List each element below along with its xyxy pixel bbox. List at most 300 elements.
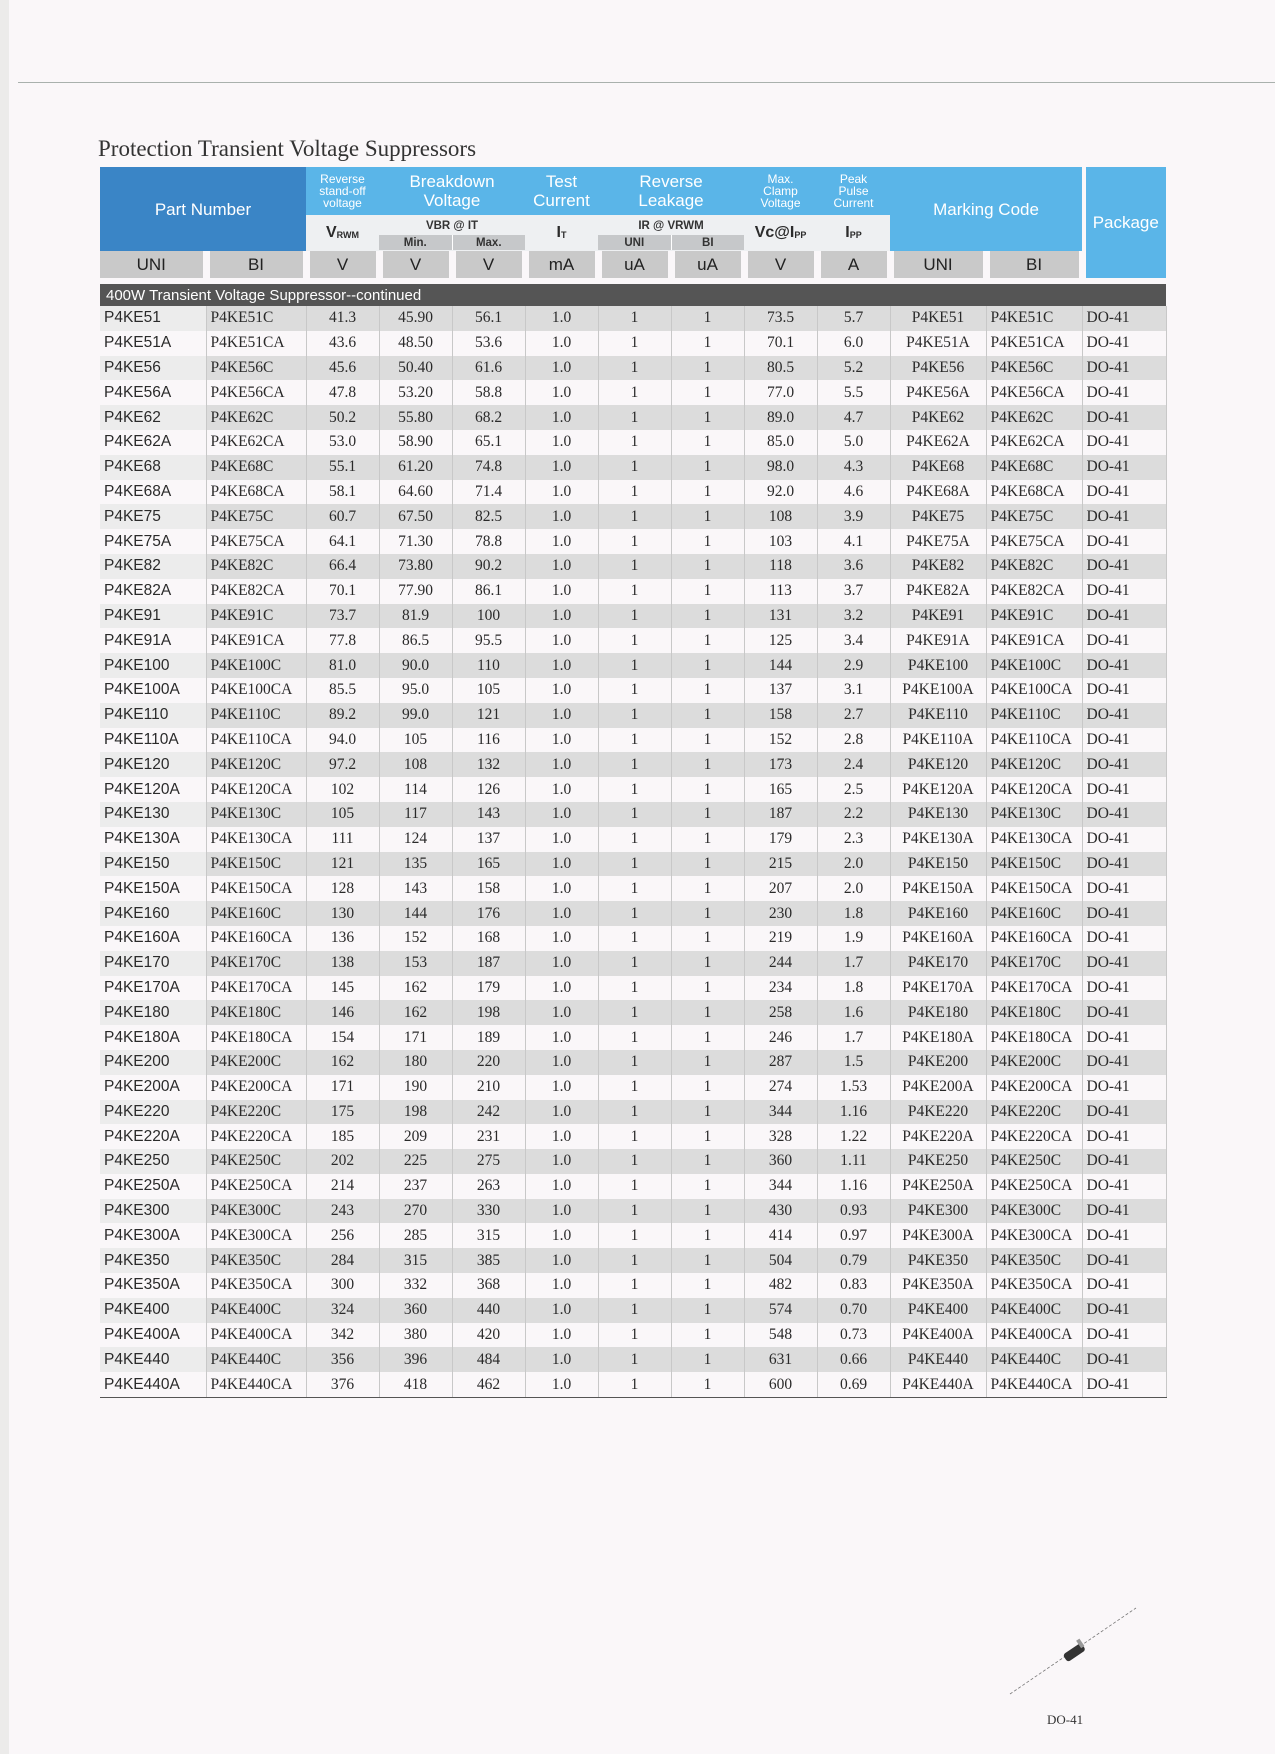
table-cell: 187 bbox=[452, 951, 525, 976]
table-cell: P4KE350A bbox=[890, 1273, 986, 1298]
table-cell: 100 bbox=[452, 604, 525, 629]
table-cell: 1.16 bbox=[817, 1100, 890, 1125]
table-cell: DO-41 bbox=[1082, 1174, 1166, 1199]
table-cell: P4KE100C bbox=[206, 653, 306, 678]
table-cell: DO-41 bbox=[1082, 1199, 1166, 1224]
top-rule-divider bbox=[18, 82, 1275, 83]
table-cell: 1.0 bbox=[525, 430, 598, 455]
table-cell: 1 bbox=[671, 1298, 744, 1323]
table-cell: 1.0 bbox=[525, 1050, 598, 1075]
table-cell: 256 bbox=[306, 1223, 379, 1248]
unit-cell: mA bbox=[525, 251, 598, 278]
table-cell: 243 bbox=[306, 1199, 379, 1224]
table-cell: DO-41 bbox=[1082, 852, 1166, 877]
table-cell: 1.0 bbox=[525, 1149, 598, 1174]
table-cell: P4KE110C bbox=[986, 703, 1082, 728]
table-cell: 4.6 bbox=[817, 480, 890, 505]
table-cell: 198 bbox=[452, 1000, 525, 1025]
table-cell: 1.0 bbox=[525, 306, 598, 331]
table-cell: DO-41 bbox=[1082, 678, 1166, 703]
package-caption: DO-41 bbox=[1047, 1712, 1084, 1727]
table-cell: 61.6 bbox=[452, 356, 525, 381]
table-cell: 105 bbox=[452, 678, 525, 703]
table-cell: 80.5 bbox=[744, 356, 817, 381]
table-cell: P4KE110A bbox=[890, 728, 986, 753]
table-cell: P4KE75 bbox=[890, 504, 986, 529]
table-cell: 1 bbox=[598, 777, 671, 802]
table-row bbox=[100, 752, 1166, 777]
table-cell: 6.0 bbox=[817, 331, 890, 356]
table-cell: P4KE75C bbox=[206, 504, 306, 529]
table-cell: 89.2 bbox=[306, 703, 379, 728]
table-cell: P4KE100CA bbox=[206, 678, 306, 703]
table-cell: 90.2 bbox=[452, 554, 525, 579]
table-cell: P4KE75CA bbox=[986, 529, 1082, 554]
table-cell: 385 bbox=[452, 1248, 525, 1273]
table-cell: 130 bbox=[306, 901, 379, 926]
table-cell: 179 bbox=[744, 827, 817, 852]
table-cell: 95.0 bbox=[379, 678, 452, 703]
header-ir-uni: UNI bbox=[598, 235, 672, 250]
table-cell: 1 bbox=[671, 678, 744, 703]
table-cell: 1 bbox=[671, 1199, 744, 1224]
table-cell: P4KE200C bbox=[206, 1050, 306, 1075]
table-cell: P4KE160C bbox=[206, 901, 306, 926]
table-cell: 1 bbox=[671, 951, 744, 976]
table-cell: 78.8 bbox=[452, 529, 525, 554]
table-cell: 187 bbox=[744, 802, 817, 827]
table-cell: 1.0 bbox=[525, 728, 598, 753]
table-cell: DO-41 bbox=[1082, 1075, 1166, 1100]
table-cell: 180 bbox=[379, 1050, 452, 1075]
table-cell: P4KE56 bbox=[890, 356, 986, 381]
table-cell: 1.0 bbox=[525, 951, 598, 976]
table-cell: 1 bbox=[671, 331, 744, 356]
table-row bbox=[100, 1372, 1166, 1397]
table-cell: 1 bbox=[598, 1124, 671, 1149]
table-cell: 5.2 bbox=[817, 356, 890, 381]
table-cell: 207 bbox=[744, 876, 817, 901]
table-cell: 3.9 bbox=[817, 504, 890, 529]
table-cell: DO-41 bbox=[1082, 504, 1166, 529]
table-cell: 1.0 bbox=[525, 1124, 598, 1149]
table-cell: DO-41 bbox=[1082, 951, 1166, 976]
table-cell: P4KE180CA bbox=[206, 1025, 306, 1050]
header-max: Max. bbox=[453, 235, 526, 250]
table-cell: 1.9 bbox=[817, 926, 890, 951]
table-cell: P4KE68CA bbox=[206, 480, 306, 505]
table-cell: 41.3 bbox=[306, 306, 379, 331]
table-cell: 152 bbox=[379, 926, 452, 951]
table-cell: 214 bbox=[306, 1174, 379, 1199]
table-cell: 2.3 bbox=[817, 827, 890, 852]
table-cell: 1.0 bbox=[525, 1372, 598, 1397]
table-cell: 287 bbox=[744, 1050, 817, 1075]
table-cell: 1 bbox=[671, 1100, 744, 1125]
table-cell: 2.2 bbox=[817, 802, 890, 827]
table-cell: P4KE300 bbox=[100, 1199, 206, 1224]
table-cell: 1 bbox=[671, 529, 744, 554]
table-cell: 92.0 bbox=[744, 480, 817, 505]
table-row bbox=[100, 1323, 1166, 1348]
table-cell: P4KE120 bbox=[100, 752, 206, 777]
table-cell: 85.0 bbox=[744, 430, 817, 455]
table-cell: 64.1 bbox=[306, 529, 379, 554]
table-cell: 1.0 bbox=[525, 455, 598, 480]
table-cell: P4KE300 bbox=[890, 1199, 986, 1224]
table-cell: P4KE150A bbox=[890, 876, 986, 901]
table-cell: 1.0 bbox=[525, 827, 598, 852]
table-cell: 5.7 bbox=[817, 306, 890, 331]
table-cell: 1.0 bbox=[525, 1273, 598, 1298]
table-cell: 332 bbox=[379, 1273, 452, 1298]
table-cell: 137 bbox=[452, 827, 525, 852]
table-cell: P4KE110C bbox=[206, 703, 306, 728]
table-cell: 380 bbox=[379, 1323, 452, 1348]
table-cell: 82.5 bbox=[452, 504, 525, 529]
table-cell: 102 bbox=[306, 777, 379, 802]
table-cell: 1 bbox=[598, 852, 671, 877]
table-cell: 1.0 bbox=[525, 331, 598, 356]
table-cell: 121 bbox=[306, 852, 379, 877]
table-cell: 1.0 bbox=[525, 380, 598, 405]
table-row bbox=[100, 951, 1166, 976]
table-cell: 1 bbox=[671, 976, 744, 1001]
table-cell: P4KE220CA bbox=[986, 1124, 1082, 1149]
table-cell: 1.0 bbox=[525, 653, 598, 678]
table-row bbox=[100, 405, 1166, 430]
table-cell: 111 bbox=[306, 827, 379, 852]
table-cell: 175 bbox=[306, 1100, 379, 1125]
unit-cell: BI bbox=[206, 251, 306, 278]
table-cell: 1 bbox=[598, 876, 671, 901]
table-cell: 135 bbox=[379, 852, 452, 877]
table-cell: P4KE350CA bbox=[986, 1273, 1082, 1298]
table-cell: 258 bbox=[744, 1000, 817, 1025]
table-cell: 1 bbox=[598, 1100, 671, 1125]
table-cell: P4KE68C bbox=[986, 455, 1082, 480]
table-cell: 85.5 bbox=[306, 678, 379, 703]
table-cell: DO-41 bbox=[1082, 1323, 1166, 1348]
table-cell: 1.0 bbox=[525, 1347, 598, 1372]
table-cell: 89.0 bbox=[744, 405, 817, 430]
table-cell: 58.1 bbox=[306, 480, 379, 505]
table-cell: 124 bbox=[379, 827, 452, 852]
table-cell: 110 bbox=[452, 653, 525, 678]
table-cell: 1 bbox=[671, 703, 744, 728]
table-cell: DO-41 bbox=[1082, 827, 1166, 852]
table-cell: P4KE160CA bbox=[986, 926, 1082, 951]
table-row bbox=[100, 728, 1166, 753]
table-cell: 1 bbox=[598, 1323, 671, 1348]
table-cell: 126 bbox=[452, 777, 525, 802]
table-row bbox=[100, 430, 1166, 455]
table-cell: 53.6 bbox=[452, 331, 525, 356]
table-cell: DO-41 bbox=[1082, 405, 1166, 430]
table-cell: P4KE130A bbox=[100, 827, 206, 852]
table-cell: 1 bbox=[671, 554, 744, 579]
table-cell: DO-41 bbox=[1082, 752, 1166, 777]
table-cell: 0.73 bbox=[817, 1323, 890, 1348]
table-cell: 190 bbox=[379, 1075, 452, 1100]
table-row bbox=[100, 876, 1166, 901]
table-cell: 1.0 bbox=[525, 802, 598, 827]
table-cell: 1 bbox=[598, 1273, 671, 1298]
table-cell: P4KE62C bbox=[986, 405, 1082, 430]
table-cell: DO-41 bbox=[1082, 430, 1166, 455]
table-cell: DO-41 bbox=[1082, 1273, 1166, 1298]
table-cell: P4KE91 bbox=[890, 604, 986, 629]
table-cell: P4KE300CA bbox=[206, 1223, 306, 1248]
table-cell: 71.4 bbox=[452, 480, 525, 505]
table-cell: 55.80 bbox=[379, 405, 452, 430]
table-cell: P4KE180C bbox=[206, 1000, 306, 1025]
table-cell: 344 bbox=[744, 1100, 817, 1125]
table-cell: 143 bbox=[452, 802, 525, 827]
table-cell: DO-41 bbox=[1082, 901, 1166, 926]
table-cell: P4KE82A bbox=[100, 579, 206, 604]
table-cell: 1.0 bbox=[525, 529, 598, 554]
table-cell: 144 bbox=[744, 653, 817, 678]
table-cell: P4KE62 bbox=[890, 405, 986, 430]
table-cell: P4KE200A bbox=[890, 1075, 986, 1100]
table-cell: 396 bbox=[379, 1347, 452, 1372]
table-row bbox=[100, 529, 1166, 554]
table-cell: P4KE220CA bbox=[206, 1124, 306, 1149]
table-cell: DO-41 bbox=[1082, 1025, 1166, 1050]
table-cell: P4KE250C bbox=[206, 1149, 306, 1174]
table-cell: P4KE180A bbox=[890, 1025, 986, 1050]
table-cell: 1 bbox=[598, 752, 671, 777]
table-cell: 1.0 bbox=[525, 678, 598, 703]
table-row bbox=[100, 579, 1166, 604]
table-cell: 73.80 bbox=[379, 554, 452, 579]
table-cell: 1.0 bbox=[525, 1248, 598, 1273]
table-cell: 1.0 bbox=[525, 1025, 598, 1050]
table-cell: P4KE120A bbox=[890, 777, 986, 802]
table-row bbox=[100, 1075, 1166, 1100]
section-row bbox=[100, 284, 1166, 306]
table-cell: 1 bbox=[598, 653, 671, 678]
header-ipp-symbol: IPP bbox=[817, 215, 890, 251]
table-cell: 0.70 bbox=[817, 1298, 890, 1323]
table-cell: 1 bbox=[671, 1124, 744, 1149]
unit-cell: BI bbox=[986, 251, 1082, 278]
table-cell: 1 bbox=[671, 604, 744, 629]
table-cell: P4KE68A bbox=[890, 480, 986, 505]
table-cell: 50.2 bbox=[306, 405, 379, 430]
table-cell: 128 bbox=[306, 876, 379, 901]
table-cell: P4KE440A bbox=[100, 1372, 206, 1397]
unit-cell: uA bbox=[598, 251, 671, 278]
table-cell: DO-41 bbox=[1082, 728, 1166, 753]
table-cell: 103 bbox=[744, 529, 817, 554]
table-row bbox=[100, 1000, 1166, 1025]
header-package: Package bbox=[1082, 167, 1166, 278]
table-cell: 215 bbox=[744, 852, 817, 877]
table-cell: P4KE160 bbox=[890, 901, 986, 926]
table-cell: 55.1 bbox=[306, 455, 379, 480]
table-cell: 0.93 bbox=[817, 1199, 890, 1224]
table-cell: 153 bbox=[379, 951, 452, 976]
table-cell: P4KE170 bbox=[890, 951, 986, 976]
table-cell: DO-41 bbox=[1082, 1149, 1166, 1174]
table-cell: P4KE130A bbox=[890, 827, 986, 852]
table-cell: P4KE440C bbox=[206, 1347, 306, 1372]
table-cell: P4KE68CA bbox=[986, 480, 1082, 505]
table-cell: P4KE170C bbox=[986, 951, 1082, 976]
header-reverse-standoff: Reverse stand-off voltage bbox=[306, 167, 379, 215]
table-cell: P4KE110CA bbox=[986, 728, 1082, 753]
table-cell: 58.8 bbox=[452, 380, 525, 405]
table-cell: 121 bbox=[452, 703, 525, 728]
table-cell: 132 bbox=[452, 752, 525, 777]
table-cell: 3.2 bbox=[817, 604, 890, 629]
table-cell: DO-41 bbox=[1082, 703, 1166, 728]
table-cell: P4KE350C bbox=[986, 1248, 1082, 1273]
table-cell: 1 bbox=[598, 1000, 671, 1025]
table-cell: 1.0 bbox=[525, 1174, 598, 1199]
table-cell: 202 bbox=[306, 1149, 379, 1174]
table-cell: DO-41 bbox=[1082, 1100, 1166, 1125]
table-cell: P4KE170A bbox=[100, 976, 206, 1001]
header-vc-symbol: Vc@IPP bbox=[744, 215, 817, 251]
table-cell: DO-41 bbox=[1082, 480, 1166, 505]
table-row bbox=[100, 480, 1166, 505]
table-cell: 1 bbox=[598, 1149, 671, 1174]
table-cell: 234 bbox=[744, 976, 817, 1001]
table-cell: P4KE440C bbox=[986, 1347, 1082, 1372]
table-cell: P4KE300C bbox=[206, 1199, 306, 1224]
table-cell: 1 bbox=[671, 504, 744, 529]
table-cell: 4.7 bbox=[817, 405, 890, 430]
table-cell: 1 bbox=[598, 380, 671, 405]
table-cell: P4KE150 bbox=[100, 852, 206, 877]
table-cell: 275 bbox=[452, 1149, 525, 1174]
table-cell: 162 bbox=[379, 1000, 452, 1025]
table-cell: DO-41 bbox=[1082, 604, 1166, 629]
table-cell: 53.0 bbox=[306, 430, 379, 455]
table-cell: 50.40 bbox=[379, 356, 452, 381]
unit-cell: uA bbox=[671, 251, 744, 278]
table-cell: 1.0 bbox=[525, 604, 598, 629]
table-cell: P4KE56A bbox=[100, 380, 206, 405]
table-cell: 1.0 bbox=[525, 1000, 598, 1025]
table-cell: P4KE56A bbox=[890, 380, 986, 405]
table-cell: P4KE150 bbox=[890, 852, 986, 877]
table-cell: 1 bbox=[598, 1347, 671, 1372]
table-row bbox=[100, 1273, 1166, 1298]
table-cell: 1 bbox=[598, 356, 671, 381]
table-row bbox=[100, 1199, 1166, 1224]
table-cell: DO-41 bbox=[1082, 628, 1166, 653]
table-cell: P4KE250A bbox=[890, 1174, 986, 1199]
table-cell: P4KE110 bbox=[890, 703, 986, 728]
table-cell: P4KE150C bbox=[986, 852, 1082, 877]
table-cell: 1 bbox=[671, 653, 744, 678]
header-test-current: Test Current bbox=[525, 167, 598, 215]
table-row bbox=[100, 604, 1166, 629]
table-cell: 300 bbox=[306, 1273, 379, 1298]
table-cell: 3.6 bbox=[817, 554, 890, 579]
table-cell: 1 bbox=[671, 405, 744, 430]
table-cell: DO-41 bbox=[1082, 1372, 1166, 1397]
table-cell: 1 bbox=[671, 1149, 744, 1174]
table-cell: P4KE51CA bbox=[986, 331, 1082, 356]
table-cell: 73.7 bbox=[306, 604, 379, 629]
table-row bbox=[100, 976, 1166, 1001]
header-vrwm-symbol: VRWM bbox=[306, 215, 379, 251]
table-cell: P4KE82CA bbox=[986, 579, 1082, 604]
table-cell: P4KE150A bbox=[100, 876, 206, 901]
table-cell: DO-41 bbox=[1082, 529, 1166, 554]
table-body bbox=[100, 278, 1166, 1398]
table-cell: 1 bbox=[671, 802, 744, 827]
table-cell: P4KE120CA bbox=[986, 777, 1082, 802]
table-cell: P4KE82 bbox=[890, 554, 986, 579]
table-cell: DO-41 bbox=[1082, 380, 1166, 405]
table-cell: 1.0 bbox=[525, 1323, 598, 1348]
table-cell: P4KE120C bbox=[206, 752, 306, 777]
table-cell: P4KE110A bbox=[100, 728, 206, 753]
table-cell: 1 bbox=[598, 802, 671, 827]
table-cell: P4KE200CA bbox=[206, 1075, 306, 1100]
table-cell: P4KE130C bbox=[206, 802, 306, 827]
table-cell: 60.7 bbox=[306, 504, 379, 529]
table-cell: P4KE56C bbox=[206, 356, 306, 381]
table-cell: 356 bbox=[306, 1347, 379, 1372]
table-cell: 171 bbox=[379, 1025, 452, 1050]
table-cell: 173 bbox=[744, 752, 817, 777]
table-row bbox=[100, 1050, 1166, 1075]
table-cell: DO-41 bbox=[1082, 306, 1166, 331]
table-cell: 1.0 bbox=[525, 480, 598, 505]
table-cell: 324 bbox=[306, 1298, 379, 1323]
table-cell: 58.90 bbox=[379, 430, 452, 455]
table-cell: DO-41 bbox=[1082, 777, 1166, 802]
table-cell: 315 bbox=[452, 1223, 525, 1248]
table-cell: P4KE400 bbox=[100, 1298, 206, 1323]
table-cell: P4KE250CA bbox=[206, 1174, 306, 1199]
table-cell: P4KE220C bbox=[986, 1100, 1082, 1125]
table-cell: 1 bbox=[598, 926, 671, 951]
table-cell: 209 bbox=[379, 1124, 452, 1149]
table-cell: DO-41 bbox=[1082, 331, 1166, 356]
header-max-clamp: Max. Clamp Voltage bbox=[744, 167, 817, 215]
table-cell: 152 bbox=[744, 728, 817, 753]
table-cell: P4KE400A bbox=[890, 1323, 986, 1348]
table-cell: 1 bbox=[598, 1223, 671, 1248]
table-cell: P4KE160C bbox=[986, 901, 1082, 926]
table-cell: DO-41 bbox=[1082, 1347, 1166, 1372]
table-row bbox=[100, 777, 1166, 802]
table-cell: 67.50 bbox=[379, 504, 452, 529]
table-cell: 1.22 bbox=[817, 1124, 890, 1149]
table-cell: 2.9 bbox=[817, 653, 890, 678]
table-cell: P4KE250 bbox=[100, 1149, 206, 1174]
table-cell: 158 bbox=[452, 876, 525, 901]
header-it-symbol: IT bbox=[525, 215, 598, 251]
table-cell: 360 bbox=[379, 1298, 452, 1323]
table-cell: P4KE130 bbox=[100, 802, 206, 827]
table-cell: 263 bbox=[452, 1174, 525, 1199]
table-cell: DO-41 bbox=[1082, 455, 1166, 480]
table-cell: 168 bbox=[452, 926, 525, 951]
unit-cell: V bbox=[379, 251, 452, 278]
table-cell: 1 bbox=[598, 405, 671, 430]
table-cell: P4KE150CA bbox=[986, 876, 1082, 901]
unit-cell: V bbox=[744, 251, 817, 278]
